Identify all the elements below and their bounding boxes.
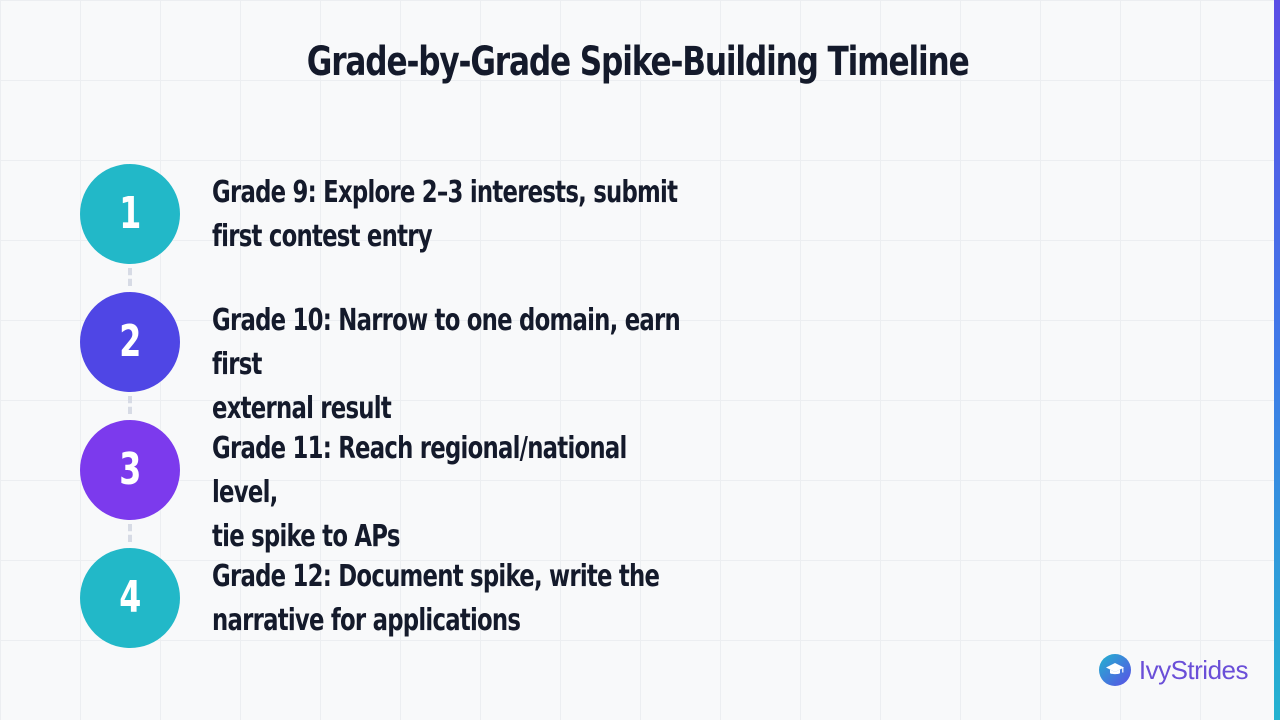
brand-name: IvyStrides: [1138, 655, 1248, 685]
step-description: [212, 427, 683, 559]
step-description-line: Grade 11: Reach regional/national level,: [212, 431, 627, 510]
step-description: [212, 555, 683, 643]
step-description-line: tie spike to APs: [212, 519, 400, 554]
step-number-badge: [80, 548, 180, 648]
step-description: [212, 171, 683, 259]
step-description-line: external result: [212, 391, 391, 426]
timeline-connector: [128, 268, 132, 286]
timeline-step-1: [80, 164, 780, 264]
graduation-cap-icon: [1099, 654, 1131, 686]
step-description: [212, 299, 683, 431]
step-description-line: Grade 10: Narrow to one domain, earn first: [212, 303, 681, 382]
step-number: 1: [118, 188, 142, 239]
step-description-line: Grade 9: Explore 2–3 interests, submit: [212, 175, 678, 210]
timeline-connector: [128, 524, 132, 542]
brand-logo: [1099, 654, 1248, 686]
step-number: 4: [118, 572, 142, 623]
timeline-step-3: [80, 420, 780, 554]
step-description-line: narrative for applications: [212, 603, 521, 638]
timeline-connector: [128, 396, 132, 414]
step-number-badge: [80, 164, 180, 264]
timeline-step-2: [80, 292, 780, 426]
slide-title: Grade-by-Grade Spike-Building Timeline: [306, 39, 969, 85]
step-number: 2: [118, 316, 142, 367]
step-number: 3: [118, 444, 142, 495]
step-number-badge: [80, 292, 180, 392]
step-number-badge: [80, 420, 180, 520]
step-description-line: Grade 12: Document spike, write the: [212, 559, 660, 594]
timeline-step-4: [80, 548, 780, 648]
step-description-line: first contest entry: [212, 219, 432, 254]
accent-bar: [1274, 0, 1280, 720]
